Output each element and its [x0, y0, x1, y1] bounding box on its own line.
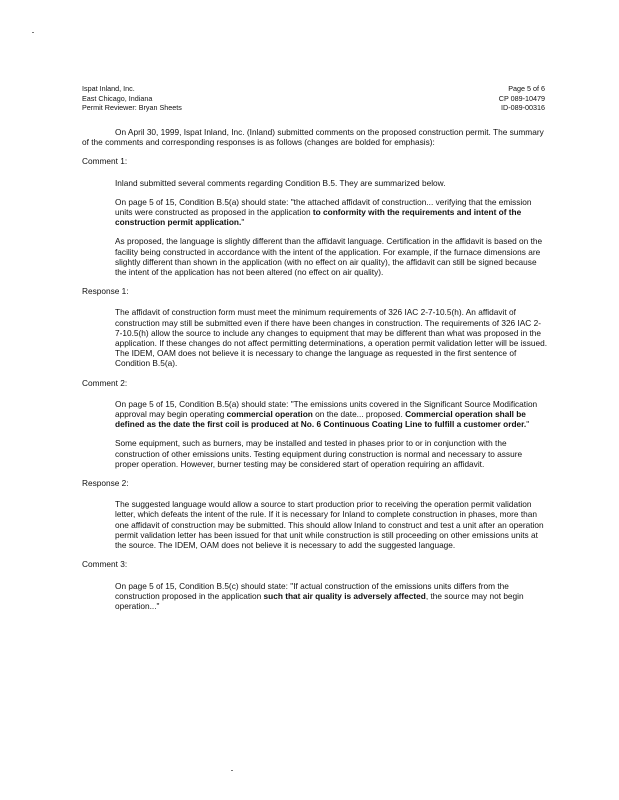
comment-2-heading: Comment 2:: [82, 377, 128, 388]
response-2-paragraph: The suggested language would allow a source to start production prior to receiving the operation permit validation letter, which defeats the intent of the rule. If it is necessary for Inland to complete construction in phases, more than one affidavit of construction may be submitted. This should allow Inland to construct and test a unit after an operation permit validation letter has been issued for that unit while construction is still proceeding on other emissions units at the source. The IDEM, OAM does not believe it is necessary to add the suggested language.: [115, 499, 544, 551]
scan-speck: [231, 770, 233, 771]
comment-1-paragraph-3: As proposed, the language is slightly different than the affidavit language. Certification in the affidavit is based on the facility being constructed in accordance with the intent of the application. For example, if the furnace dimensions are slightly different than shown in the application (with no effect on air quality), the affidavit can still be signed because the intent of the application has not been altered (no effect on air quality).: [115, 236, 543, 278]
header-location: East Chicago, Indiana: [82, 93, 153, 103]
comment-1-quote-end: ": [241, 217, 245, 228]
comment-3-text-b: , the source may not begin operation...": [115, 590, 524, 611]
comment-3-text-a: On page 5 of 15, Condition B.5(c) should state: "If actual construction of the emissions units differs from the construction proposed in the application: [115, 580, 509, 601]
comment-3-bold: such that air quality is adversely affected: [263, 590, 426, 601]
comment-2-quote-end: ": [526, 419, 530, 430]
comment-2-text-a: On page 5 of 15, Condition B.5(a) should state: "The emissions units covered in the Significant Source Modification approval may begin operating: [115, 398, 538, 420]
header-left: [82, 84, 182, 113]
comment-3-heading: Comment 3:: [82, 559, 128, 570]
comment-2-text-b: on the date... proposed.: [312, 409, 406, 420]
header-company: Ispat Inland, Inc.: [82, 84, 135, 93]
header-permit-number: CP 089-10479: [498, 93, 545, 103]
comment-1-heading: Comment 1:: [82, 156, 128, 167]
header-right: [499, 84, 545, 113]
header-id-number: ID-089-00316: [501, 103, 545, 113]
comment-2-bold-a: commercial operation: [226, 409, 313, 420]
comment-1-paragraph-2: [115, 197, 548, 228]
scan-speck: [32, 32, 34, 33]
comment-1-bold-text: to conformity with the requirements and intent of the construction permit application.: [115, 207, 522, 228]
response-2-heading: Response 2:: [82, 478, 129, 489]
intro-paragraph: On April 30, 1999, Ispat Inland, Inc. (Inland) submitted comments on the proposed construction permit. The summary of the comments and corresponding responses is as follows (changes are bolded for emphasis):: [82, 127, 544, 148]
comment-2-paragraph-1: [115, 399, 548, 430]
document-body: [82, 127, 548, 620]
response-1-heading: Response 1:: [82, 286, 129, 297]
header-page-number: Page 5 of 6: [508, 84, 545, 93]
response-1-paragraph: The affidavit of construction form must meet the minimum requirements of 326 IAC 2-7-10.5(h). An affidavit of construction may still be submitted even if there have been changes in construction. The requirements of 326 IAC 2-7-10.5(h) allow the source to include any changes to equipment that may be different than what was proposed in the application. If these changes do not affect permitting determinations, a operation permit validation letter will be issued. The IDEM, OAM does not believe it is necessary to change the language as requested in the first sentence of Condition B.5(a).: [115, 307, 547, 369]
comment-2-bold-b: Commercial operation shall be defined as the date the first coil is produced at No. 6 Continuous Coating Line to fulfill a customer order.: [115, 409, 527, 430]
comment-2-paragraph-2: Some equipment, such as burners, may be installed and tested in phases prior to or in conjunction with the construction of other emissions units. Testing equipment during construction is normal and necessary to assure proper operation. However, burner testing may be considered start of operation requiring an affidavit.: [115, 438, 523, 469]
comment-3-paragraph: [115, 581, 548, 612]
comment-1-text: On page 5 of 15, Condition B.5(a) should state: "the attached affidavit of construction... verifying that the emission units were constructed as proposed in the application: [115, 196, 532, 218]
header-reviewer: Permit Reviewer: Bryan Sheets: [82, 103, 182, 113]
comment-1-paragraph-1: Inland submitted several comments regarding Condition B.5. They are summarized below.: [115, 177, 446, 188]
